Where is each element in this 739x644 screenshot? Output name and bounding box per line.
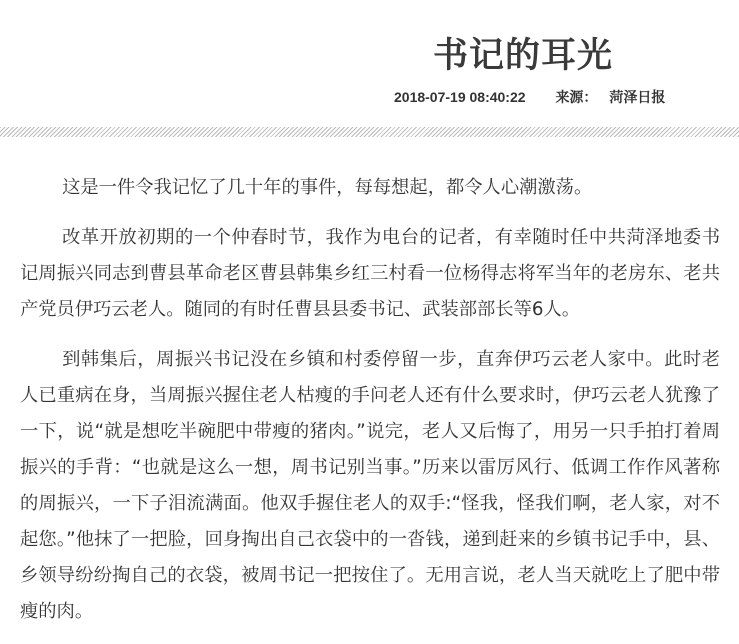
source-label: 来源：: [555, 89, 598, 105]
article-meta: [394, 87, 665, 107]
paragraph: 这是一件令我记忆了几十年的事件，每每想起，都令人心潮激荡。: [62, 177, 593, 198]
paragraph: 改革开放初期的一个仲春时节，我作为电台的记者，有幸随时任中共菏泽地委书记周振兴同志到曹县革命老区曹县韩集乡红三村看一位杨得志将军当年的老房东、老共产党员伊巧云老人。随同的有时任曹县县委书记、武装部部长等6人。: [20, 227, 720, 320]
source-name: 菏泽日报: [609, 89, 666, 105]
article-title: 书记的耳光: [432, 36, 613, 76]
striped-divider: [0, 127, 739, 137]
article-body: [20, 170, 720, 644]
publish-datetime: 2018-07-19 08:40:22: [394, 89, 526, 105]
paragraph: 到韩集后，周振兴书记没在乡镇和村委停留一步，直奔伊巧云老人家中。此时老人已重病在身，当周振兴握住老人枯瘦的手问老人还有什么要求时，伊巧云老人犹豫了一下，说“就是想吃半碗肥中带瘦的猪肉。”说完，老人又后悔了，用另一只手拍打着周振兴的手背：“也就是这么一想，周书记别当事。”历来以雷厉风行、低调工作作风著称的周振兴，一下子泪流满面。他双手握住老人的双手:“怪我，怪我们啊，老人家，对不起您。”他抹了一把脸，回身掏出自己衣袋中的一沓钱，递到赶来的乡镇书记手中，县、乡领导纷纷掏自己的衣袋，被周书记一把按住了。无用言说，老人当天就吃上了肥中带瘦的肉。: [20, 349, 720, 622]
